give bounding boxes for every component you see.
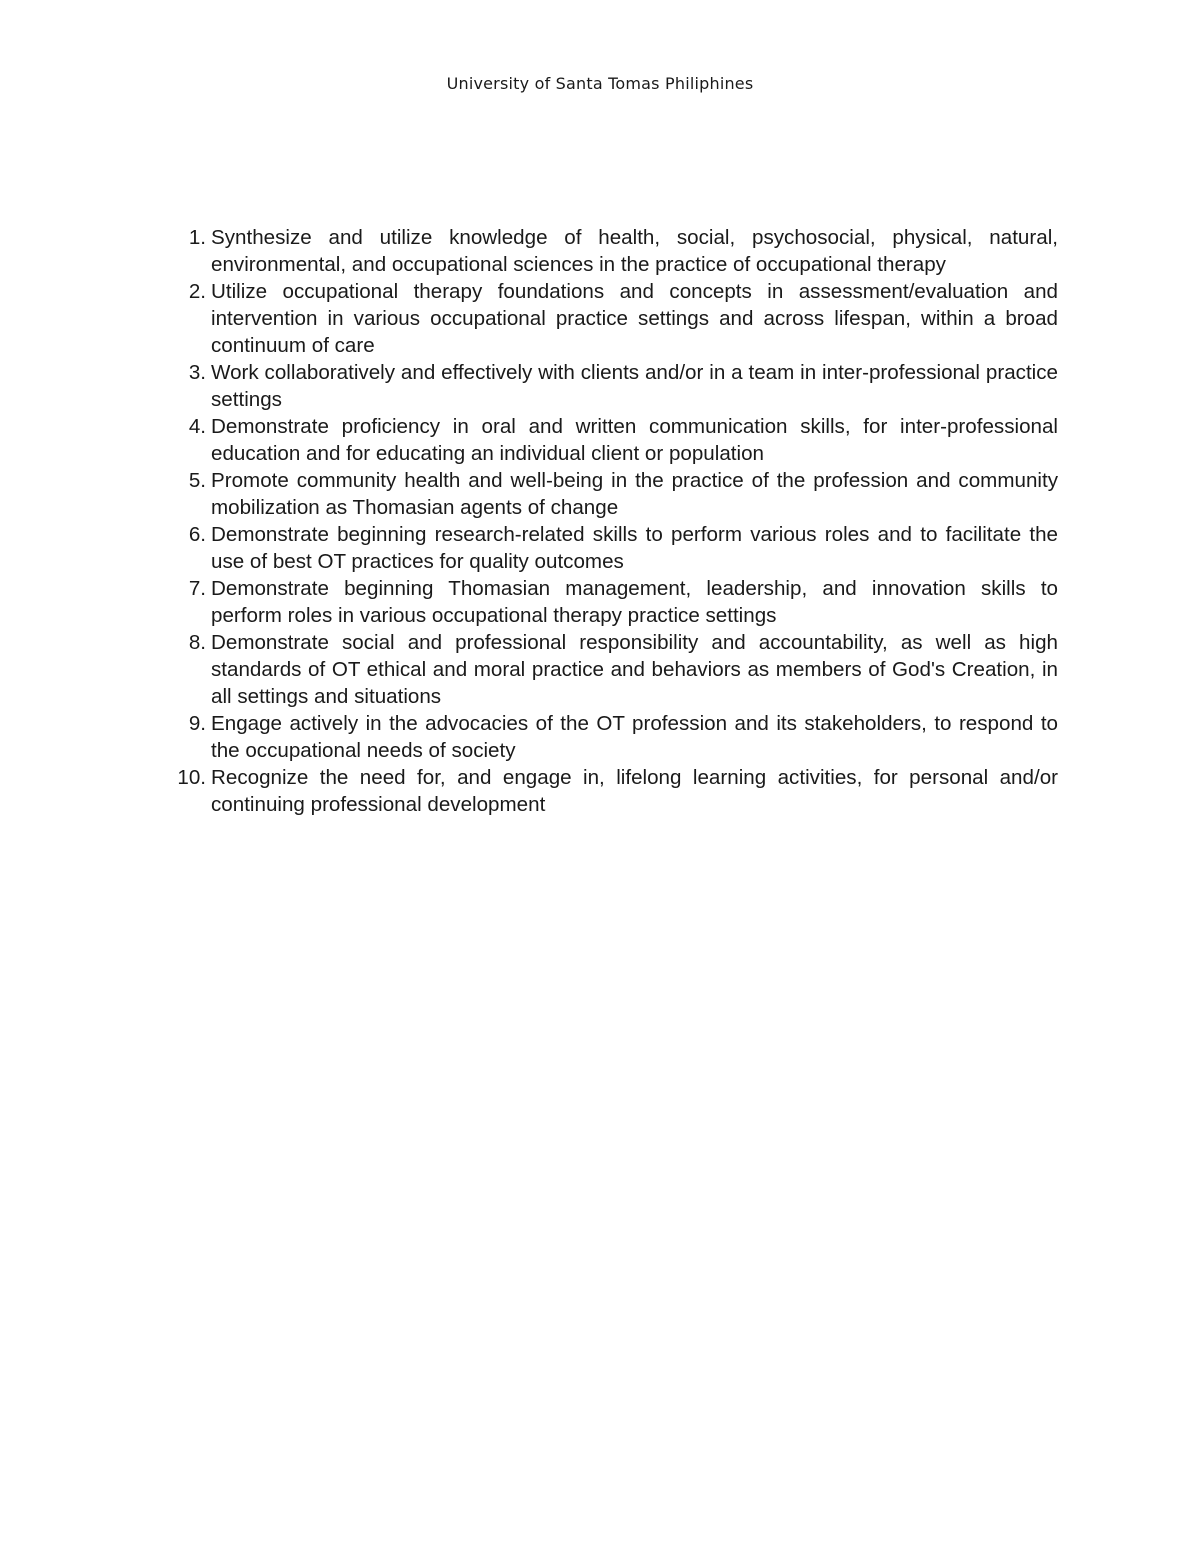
list-item — [170, 467, 1058, 521]
page-header: University of Santa Tomas Philiphines — [446, 74, 754, 93]
list-item-number: 4. — [188, 415, 206, 438]
list-item — [170, 521, 1058, 575]
outcomes-list — [170, 224, 1058, 818]
list-item — [170, 413, 1058, 467]
list-item-number: 1. — [188, 226, 206, 249]
list-item-text: Engage actively in the advocacies of the OT profession and its stakeholders, to respond to the occupational needs of society — [211, 712, 1058, 762]
list-item — [170, 278, 1058, 359]
list-item-text: Synthesize and utilize knowledge of health, social, psychosocial, physical, natural, environmental, and occupational sciences in the practice of occupational therapy — [211, 226, 1058, 276]
list-item-text: Recognize the need for, and engage in, lifelong learning activities, for personal and/or continuing professional development — [211, 766, 1058, 816]
list-item — [170, 359, 1058, 413]
list-item-number: 8. — [188, 631, 206, 654]
list-item-number: 6. — [188, 523, 206, 546]
list-item — [170, 575, 1058, 629]
list-item-number: 9. — [188, 712, 206, 735]
list-item-number: 10. — [177, 766, 206, 789]
list-item-text: Work collaboratively and effectively with clients and/or in a team in inter-professional practice settings — [211, 361, 1058, 411]
list-item — [170, 764, 1058, 818]
list-item-number: 7. — [188, 577, 206, 600]
list-item-text: Utilize occupational therapy foundations and concepts in assessment/evaluation and intervention in various occupational practice settings and across lifespan, within a broad continuum of care — [211, 280, 1058, 357]
list-item-text: Demonstrate beginning Thomasian management, leadership, and innovation skills to perform roles in various occupational therapy practice settings — [211, 577, 1058, 627]
list-item — [170, 710, 1058, 764]
list-item-text: Demonstrate proficiency in oral and written communication skills, for inter-professional education and for educating an individual client or population — [211, 415, 1058, 465]
list-item-text: Demonstrate beginning research-related skills to perform various roles and to facilitate the use of best OT practices for quality outcomes — [211, 523, 1058, 573]
list-item — [170, 629, 1058, 710]
list-item-number: 3. — [188, 361, 206, 384]
list-item-text: Promote community health and well-being in the practice of the profession and community mobilization as Thomasian agents of change — [211, 469, 1058, 519]
list-item-number: 2. — [188, 280, 206, 303]
list-item-text: Demonstrate social and professional responsibility and accountability, as well as high standards of OT ethical and moral practice and behaviors as members of God's Creation, in all settings and situations — [211, 631, 1058, 708]
list-item-number: 5. — [188, 469, 206, 492]
list-item — [170, 224, 1058, 278]
